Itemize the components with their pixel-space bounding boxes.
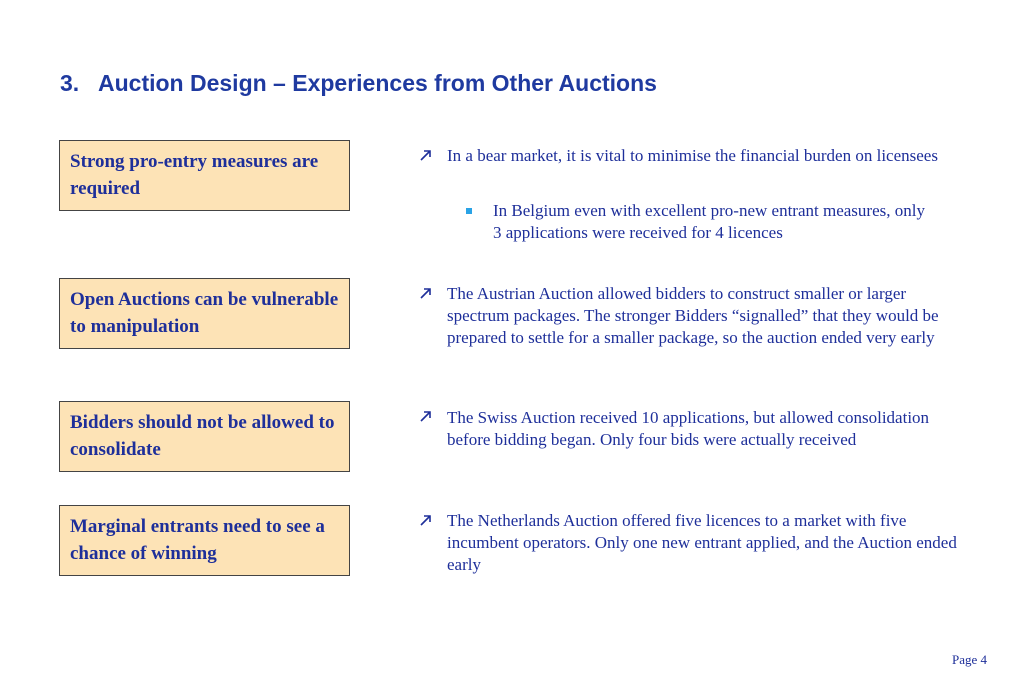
label-box-marginal-entrants: Marginal entrants need to see a chance of winning bbox=[59, 505, 350, 576]
square-bullet-icon bbox=[466, 208, 472, 214]
label-box-bidders-consolidate: Bidders should not be allowed to consolidate bbox=[59, 401, 350, 472]
page-number: Page 4 bbox=[951, 652, 987, 667]
diagonal-arrow-icon bbox=[418, 147, 434, 163]
bullet-swiss-auction: The Swiss Auction received 10 applications, but allowed consolidation before bidding began. Only four bids were actually received bbox=[447, 408, 930, 449]
bullet-belgium-context: In a bear market, it is vital to minimise the financial burden on licensees bbox=[447, 146, 938, 165]
slide-title-text: Auction Design – Experiences from Other Auctions bbox=[98, 70, 657, 96]
label-box-open-auctions: Open Auctions can be vulnerable to manipulation bbox=[59, 278, 350, 349]
diagonal-arrow-icon bbox=[418, 512, 434, 528]
bullet-netherlands-auction: The Netherlands Auction offered five licences to a market with five incumbent operators. Only one new entrant applied, and the Auction ended early bbox=[447, 511, 957, 574]
slide-number: 3. bbox=[60, 70, 80, 96]
diagonal-arrow-icon bbox=[418, 285, 434, 301]
bullet-austrian-auction: The Austrian Auction allowed bidders to construct smaller or larger spectrum packages. The stronger Bidders “signalled” that they would be prepared to settle for a smaller package, so the auction ended very early bbox=[447, 284, 939, 347]
label-box-strong-pro-entry: Strong pro-entry measures are required bbox=[59, 140, 350, 211]
slide-title bbox=[60, 70, 657, 97]
diagonal-arrow-icon bbox=[418, 408, 434, 424]
sub-bullet-belgium: In Belgium even with excellent pro-new entrant measures, only 3 applications were received for 4 licences bbox=[493, 201, 925, 242]
